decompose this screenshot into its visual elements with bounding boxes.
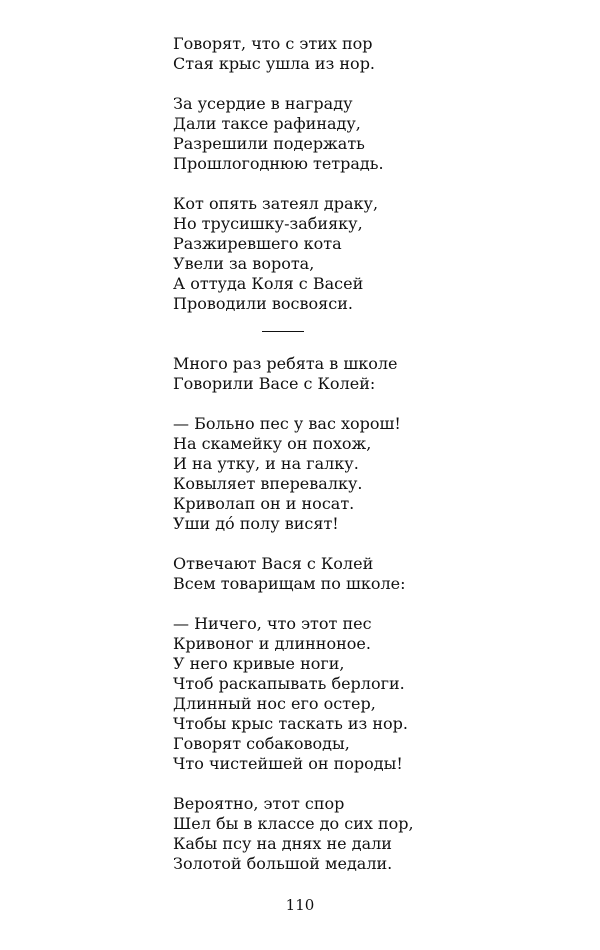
poem-line: Всем товарищам по школе:	[173, 574, 406, 593]
stanza	[173, 94, 473, 174]
stanza	[173, 194, 473, 314]
poem-line: И на утку, и на галку.	[173, 454, 359, 473]
poem-line: Вероятно, этот спор	[173, 794, 345, 813]
poem-line: Золотой большой медали.	[173, 854, 393, 873]
poem-line: На скамейку он похож,	[173, 434, 372, 453]
poem-line: У него кривые ноги,	[173, 654, 345, 673]
poem-text	[173, 34, 473, 874]
poem-line: Разрешили подержать	[173, 134, 365, 153]
poem-line: Говорят собаководы,	[173, 734, 350, 753]
poem-line: Чтобы крыс таскать из нор.	[173, 714, 408, 733]
poem-line: Длинный нос его остер,	[173, 694, 376, 713]
poem-line: Чтоб раскапывать берлоги.	[173, 674, 405, 693]
poem-line: — Ничего, что этот пес	[173, 614, 372, 633]
stanza	[173, 34, 473, 74]
poem-line: Что чистейшей он породы!	[173, 754, 403, 773]
poem-line: Но трусишку-забияку,	[173, 214, 363, 233]
stanza	[173, 614, 473, 774]
poem-line: Шел бы в классе до сих пор,	[173, 814, 414, 833]
stanza	[173, 794, 473, 874]
stanza	[173, 414, 473, 534]
poem-line: Ковыляет вперевалку.	[173, 474, 363, 493]
poem-line: За усердие в награду	[173, 94, 353, 113]
poem-line: Кривоног и длинноное.	[173, 634, 371, 653]
poem-line: Уши дó полу висят!	[173, 514, 339, 533]
poem-line: Криволап он и носат.	[173, 494, 355, 513]
page-number: 110	[285, 896, 315, 914]
poem-line: Кот опять затеял драку,	[173, 194, 379, 213]
poem-line: Стая крыс ушла из нор.	[173, 54, 376, 73]
stanza	[173, 554, 473, 594]
poem-line: Увели за ворота,	[173, 254, 315, 273]
poem-line: Разжиревшего кота	[173, 234, 342, 253]
poem-line: — Больно пес у вас хорош!	[173, 414, 401, 433]
section-divider	[262, 331, 304, 332]
poem-line: Говорили Васе с Колей:	[173, 374, 376, 393]
poem-line: Дали таксе рафинаду,	[173, 114, 361, 133]
stanza	[173, 354, 473, 394]
poem-line: Говорят, что с этих пор	[173, 34, 373, 53]
poem-line: А оттуда Коля с Васей	[173, 274, 364, 293]
poem-line: Отвечают Вася с Колей	[173, 554, 374, 573]
poem-line: Много раз ребята в школе	[173, 354, 398, 373]
poem-line: Прошлогоднюю тетрадь.	[173, 154, 384, 173]
poem-line: Проводили восвояси.	[173, 294, 353, 313]
poem-line: Кабы псу на днях не дали	[173, 834, 392, 853]
